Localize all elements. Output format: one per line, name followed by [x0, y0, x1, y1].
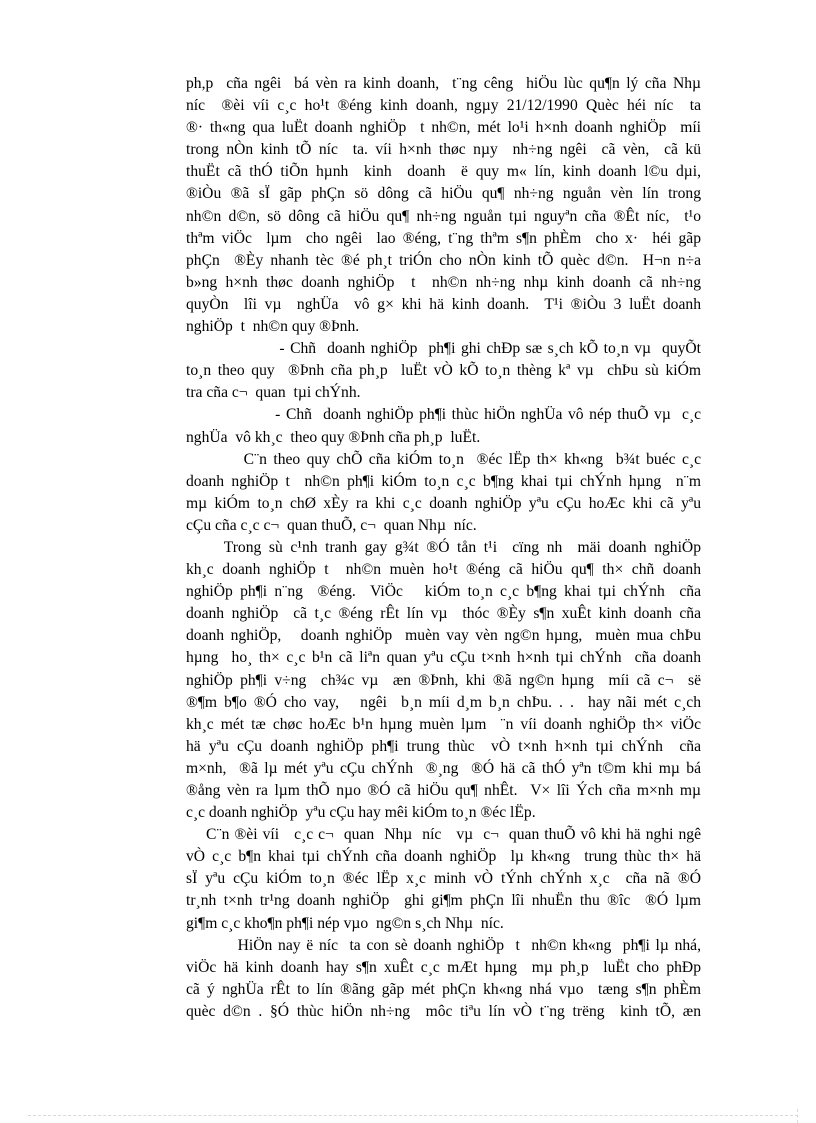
text-line: kh¸c doanh nghiÖp t nh©n muèn ho¹t ®éng cã hiÖu qu¶ th× chñ doanh [186, 561, 701, 579]
text-line: ph,p cña ngêi bá vèn ra kinh doanh, t¨ng cêng hiÖu lùc qu¶n lý cña Nhµ [186, 75, 701, 92]
text-line: to¸n theo quy ®Þnh cña ph¸p luËt vÒ kÕ to¸n thèng kª vµ chÞu sù kiÓm [186, 362, 701, 380]
text-line: HiÖn nay ë níc ta con sè doanh nghiÖp t nh©n kh«ng ph¶i lµ nhá, [186, 936, 701, 954]
text-line: C¨n ®èi víi c¸c c¬ quan Nhµ níc vµ c¬ quan thuÕ vô khi hä nghi ngê [186, 826, 701, 844]
text-line: níc ®èi víi c¸c ho¹t ®éng kinh doanh, ngµy 21/12/1990 Quèc héi níc ta [186, 97, 701, 115]
text-line: doanh nghiÖp t nh©n ph¶i kiÓm to¸n c¸c b¶ng khai tµi chÝnh hµng n¨m [186, 472, 701, 490]
text-line: trong nÒn kinh tÕ níc ta. víi h×nh thøc nµy nh÷ng ngêi cã vèn, cã kü [186, 141, 701, 159]
text-line: ®· th«ng qua luËt doanh nghiÖp t nh©n, mét lo¹i h×nh doanh nghiÖp míi [186, 119, 701, 137]
text-line: Trong sù c¹nh tranh gay g¾t ®Ó tån t¹i cïng nh mäi doanh nghiÖp [186, 538, 701, 556]
text-line: hä yªu cÇu doanh nghiÖp ph¶i trung thùc vÒ t×nh h×nh tµi chÝnh cña [186, 737, 701, 755]
text-line: m×nh, ®ã lµ mét yªu cÇu chÝnh ®¸ng ®Ó hä cã thÓ yªn t©m khi mµ bá [186, 759, 701, 777]
text-line: vÒ c¸c b¶n khai tµi chÝnh cña doanh nghiÖp lµ kh«ng trung thùc th× hä [186, 848, 701, 866]
text-line: sÏ yªu cÇu kiÓm to¸n ®éc lËp x¸c minh vÒ tÝnh chÝnh x¸c cña nã ®Ó [186, 870, 701, 888]
page-corner-mark [797, 1109, 798, 1123]
text-line: nghÜa vô kh¸c theo quy ®Þnh cña ph¸p luËt. [186, 428, 481, 446]
text-line: tra cña c¬ quan tµi chÝnh. [186, 384, 361, 402]
text-line: C¨n theo quy chÕ cña kiÓm to¸n ®éc lËp th× kh«ng b¾t buéc c¸c [186, 450, 701, 468]
text-line: cã ý nghÜa rÊt to lín ®ãng gãp mét phÇn kh«ng nhá vµo tæng s¶n phÈm [186, 980, 701, 998]
text-line: ®¶m b¶o ®Ó cho vay, ngêi b¸n míi d¸m b¸n chÞu. . . hay nãi mét c¸ch [186, 693, 701, 711]
text-line: - Chñ doanh nghiÖp ph¶i thùc hiÖn nghÜa vô nép thuÕ vµ c¸c [186, 406, 701, 424]
text-line: b»ng h×nh thøc doanh nghiÖp t nh©n nh÷ng nhµ kinh doanh cã nh÷ng [186, 273, 701, 291]
text-line: - Chñ doanh nghiÖp ph¶i ghi chÐp sæ s¸ch kÕ to¸n vµ quyÕt [186, 340, 701, 358]
text-line: quyÒn lîi vµ nghÜa vô g× khi hä kinh doanh. T¹i ®iÒu 3 luËt doanh [186, 295, 701, 313]
text-line: nghiÖp t nh©n quy ®Þnh. [186, 318, 360, 336]
text-line: thuËt cã thÓ tiÕn hµnh kinh doanh ë quy m« lín, kinh doanh l©u dµi, [186, 163, 701, 181]
text-line: quèc d©n . §Ó thùc hiÖn nh÷ng môc tiªu lín vÒ t¨ng trëng kinh tÕ, æn [186, 1002, 701, 1020]
text-line: mµ kiÓm to¸n chØ xÈy ra khi c¸c doanh nghiÖp yªu cÇu hoÆc khi cã yªu [186, 494, 701, 512]
text-line: viÖc hä kinh doanh hay s¶n xuÊt c¸c mÆt hµng mµ ph¸p luËt cho phÐp [186, 958, 701, 976]
text-line: c¸c doanh nghiÖp yªu cÇu hay mêi kiÓm to¸n ®éc lËp. [186, 804, 536, 822]
text-line: tr¸nh t×nh tr¹ng doanh nghiÖp ghi gi¶m phÇn lîi nhuËn thu ®îc ®Ó lµm [186, 892, 701, 910]
text-line: thªm viÖc lµm cho ngêi lao ®éng, t¨ng thªm s¶n phÈm cho x· héi gãp [186, 229, 701, 247]
text-line: cÇu cña c¸c c¬ quan thuÕ, c¬ quan Nhµ níc. [186, 516, 477, 534]
text-line: ®ång vèn ra lµm thÕ nµo ®Ó cã hiÖu qu¶ nhÊt. V× lîi Ých cña m×nh mµ [186, 782, 701, 799]
text-line: nghiÖp ph¶i v÷ng ch¾c vµ æn ®Þnh, khi ®ã ng©n hµng míi cã c¬ së [186, 671, 701, 689]
text-line: nghiÖp ph¶i n¨ng ®éng. ViÖc kiÓm to¸n c¸c b¶ng khai tµi chÝnh cña [186, 583, 701, 601]
text-line: nh©n d©n, sö dông cã hiÖu qu¶ nh÷ng nguån tµi nguyªn cña ®Êt níc, t¹o [186, 207, 701, 225]
text-line: kh¸c mét tæ chøc hoÆc b¹n hµng muèn lµm ¨n víi doanh nghiÖp th× viÖc [186, 715, 701, 733]
page-bottom-border [28, 1115, 798, 1116]
text-line: gi¶m c¸c kho¶n ph¶i nép vµo ng©n s¸ch Nhµ níc. [186, 914, 504, 932]
text-line: doanh nghiÖp, doanh nghiÖp muèn vay vèn ng©n hµng, muèn mua chÞu [186, 627, 701, 645]
text-line: hµng ho¸ th× c¸c b¹n cã liªn quan yªu cÇu t×nh h×nh tµi chÝnh cña doanh [186, 649, 701, 667]
text-line: doanh nghiÖp cã t¸c ®éng rÊt lín vµ thóc ®Èy s¶n xuÊt kinh doanh cña [186, 605, 701, 623]
text-line: phÇn ®Èy nhanh tèc ®é ph¸t triÓn cho nÒn kinh tÕ quèc d©n. H¬n n÷a [186, 251, 701, 269]
text-line: ®iÒu ®ã sÏ gãp phÇn sö dông cã hiÖu qu¶ nh÷ng nguån vèn lín trong [186, 185, 701, 203]
body-text [186, 73, 701, 1023]
